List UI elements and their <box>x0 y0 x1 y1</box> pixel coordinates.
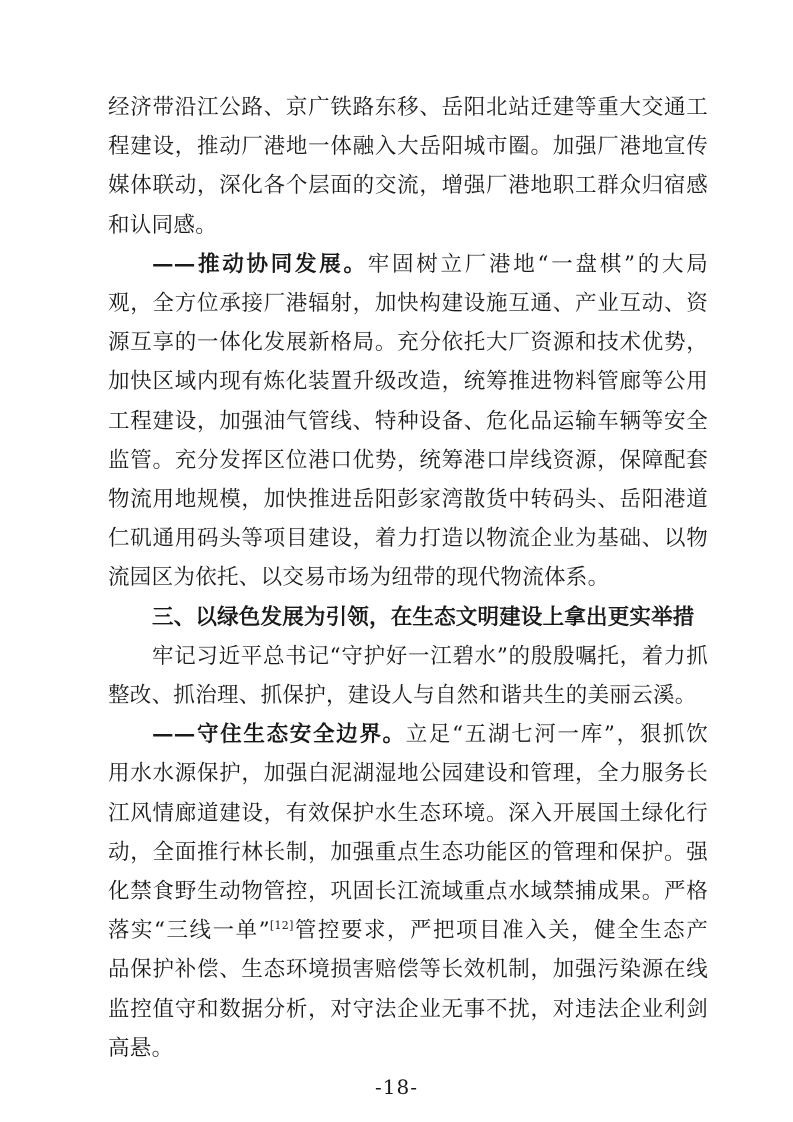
body-text-line: 物流用地规模，加快推进岳阳彭家湾散货中转码头、岳阳港道 <box>108 487 708 512</box>
body-text-line: 加快区域内现有炼化装置升级改造，统筹推进物料管廊等公用 <box>108 369 708 395</box>
body-text-span: 立足“五湖七河一库”，狠抓饮 <box>405 722 708 748</box>
paragraph-first-line <box>152 715 708 755</box>
body-text-line: 流园区为依托、以交易市场为纽带的现代物流体系。 <box>108 565 610 591</box>
body-text-line: 仁矶通用码头等项目建设，着力打造以物流企业为基础、以物 <box>108 526 708 552</box>
body-text-line: 源互享的一体化发展新格局。充分依托大厂资源和技术优势， <box>108 330 708 356</box>
body-text-line: 品保护补偿、生态环境损害赔偿等长效机制，加强污染源在线 <box>108 957 708 983</box>
body-text-line: 牢记习近平总书记“守护好一江碧水”的殷殷嘱托，着力抓 <box>152 643 708 669</box>
body-text-line: 整改、抓治理、抓保护，建设人与自然和谐共生的美丽云溪。 <box>108 683 697 708</box>
body-text-line: 监控值守和数据分析，对守法企业无事不扰，对违法企业利剑 <box>108 996 708 1022</box>
section-heading: 三、以绿色发展为引领，在生态文明建设上拿出更实举措 <box>152 604 695 630</box>
body-text-line: 媒体联动，深化各个层面的交流，增强厂港地职工群众归宿感 <box>108 173 708 199</box>
subheading-ecological-boundary: ——守住生态安全边界。 <box>152 722 406 748</box>
body-text-line: 监管。充分发挥区位港口优势，统筹港口岸线资源，保障配套 <box>108 447 708 473</box>
body-text-span: 落实“三线一单” <box>108 918 270 944</box>
body-text-line: 高悬。 <box>108 1035 174 1061</box>
paragraph-first-line <box>152 245 708 285</box>
body-text-span: 牢固树立厂港地“一盘棋”的大局 <box>367 251 709 277</box>
body-text-line: 动，全面推行林长制，加强重点生态功能区的管理和保护。强 <box>108 839 708 865</box>
body-text-line: 江风情廊道建设，有效保护水生态环境。深入开展国土绿化行 <box>108 800 708 826</box>
body-text-line: 用水水源保护，加强白泥湖湿地公园建设和管理，全力服务长 <box>108 761 708 787</box>
subheading-push-coordination: ——推动协同发展。 <box>152 251 368 277</box>
body-text-span: 管控要求，严把项目准入关，健全生态产 <box>293 918 708 944</box>
body-text-line: 和认同感。 <box>108 212 218 238</box>
body-text-line: 程建设，推动厂港地一体融入大岳阳城市圈。加强厂港地宣传 <box>108 134 708 160</box>
body-text-line: 观，全方位承接厂港辐射，加快构建设施互通、产业互动、资 <box>108 291 708 316</box>
page-number: -18- <box>375 1075 418 1099</box>
body-text-line: 化禁食野生动物管控，巩固长江流域重点水域禁捕成果。严格 <box>108 879 708 904</box>
body-text-line: 工程建设，加强油气管线、特种设备、危化品运输车辆等安全 <box>108 408 708 434</box>
body-text-line: 经济带沿江公路、京广铁路东移、岳阳北站迁建等重大交通工 <box>108 95 708 120</box>
body-text-line-with-footnote <box>108 911 708 951</box>
footnote-reference[interactable]: [12] <box>269 919 294 933</box>
